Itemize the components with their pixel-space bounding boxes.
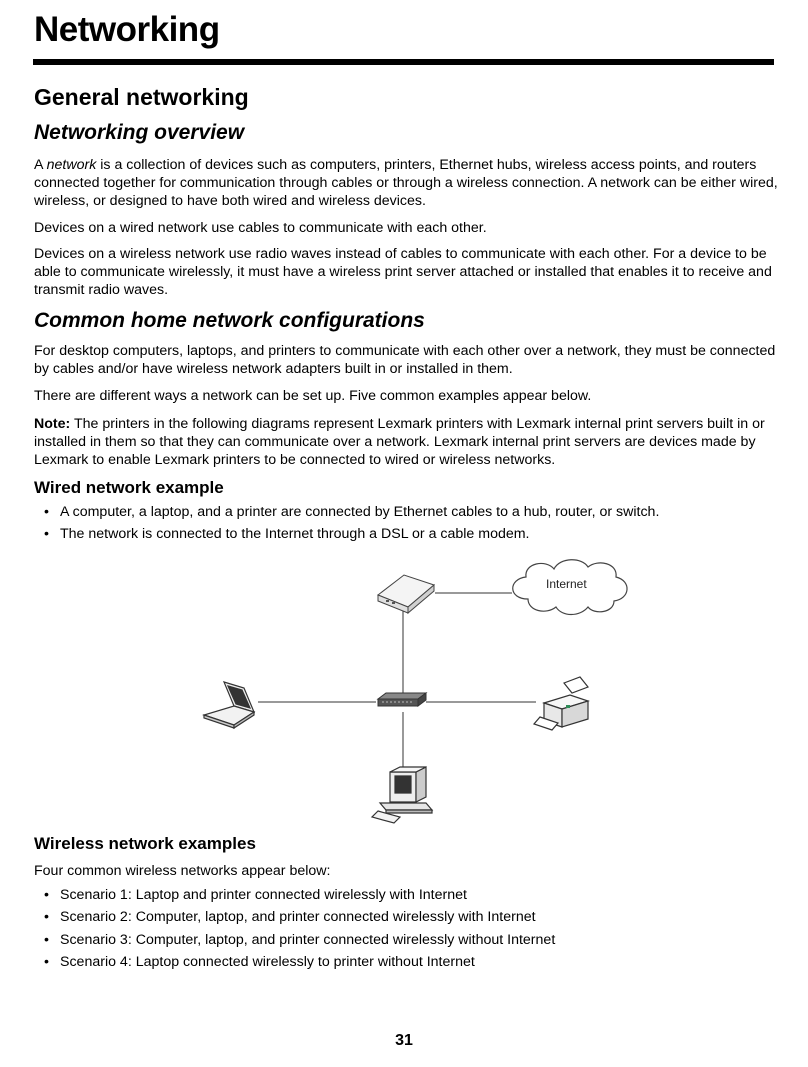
note-label: Note: <box>34 416 71 432</box>
bullet-icon: • <box>44 954 49 971</box>
network-term: network <box>46 157 97 173</box>
list-item: • The network is connected to the Internet through a DSL or a cable modem. <box>44 526 530 543</box>
wireless-heading: Wireless network examples <box>34 834 256 853</box>
overview-paragraph-2: Devices on a wired network use cables to communicate with each other. <box>34 220 487 236</box>
bullet-icon: • <box>44 909 49 926</box>
internet-label: Internet <box>546 577 587 591</box>
list-item: • Scenario 2: Computer, laptop, and printer connected wirelessly with Internet <box>44 909 536 926</box>
overview-paragraph-1: A network is a collection of devices such as computers, printers, Ethernet hubs, wireless access points, and routers connected together for communication through cables or through a wireless connection. A network can be either wired, wireless, or designed to have both wired and wireless devices. <box>34 157 778 209</box>
bullet-icon: • <box>44 931 49 948</box>
printer-icon <box>534 677 588 730</box>
list-item: • A computer, a laptop, and a printer are connected by Ethernet cables to a hub, router, or switch. <box>44 504 660 520</box>
wireless-intro: Four common wireless networks appear below: <box>34 863 331 879</box>
common-paragraph-1: For desktop computers, laptops, and printers to communicate with each other over a network, they must be connected by cables and/or have wireless network adapters built in or installed in them. <box>34 343 776 377</box>
page-number: 31 <box>395 1032 413 1049</box>
list-item: • Scenario 3: Computer, laptop, and printer connected wirelessly without Internet <box>44 931 556 948</box>
wired-bullet-list <box>44 503 659 548</box>
internet-cloud-icon <box>513 560 627 615</box>
laptop-icon <box>204 682 254 728</box>
overview-heading: Networking overview <box>34 121 245 144</box>
list-item: • Scenario 4: Laptop connected wirelessly to printer without Internet <box>44 954 475 971</box>
bullet-icon: • <box>44 887 49 903</box>
desktop-computer-icon <box>372 767 432 823</box>
common-paragraph-2: There are different ways a network can be set up. Five common examples appear below. <box>34 388 592 404</box>
common-configs-heading: Common home network configurations <box>34 309 425 332</box>
switch-icon <box>378 693 426 706</box>
wireless-bullet-list <box>44 886 555 976</box>
wired-heading: Wired network example <box>34 478 224 497</box>
list-item: • Scenario 1: Laptop and printer connected wirelessly with Internet <box>44 887 467 903</box>
note-paragraph: Note: The printers in the following diagrams represent Lexmark printers with Lexmark internal print servers built in or installed in them so that they can communicate over a network. Lexmark internal print servers are devices made by Lexmark to enable Lexmark printers to be connected to wired or wireless networks. <box>34 416 765 468</box>
bullet-icon: • <box>44 504 49 520</box>
page-title: Networking <box>34 10 220 49</box>
bullet-icon: • <box>44 526 49 543</box>
section-heading: General networking <box>34 84 249 110</box>
wired-network-diagram <box>190 555 630 830</box>
router-icon <box>378 575 434 613</box>
overview-paragraph-3: Devices on a wireless network use radio waves instead of cables to communicate with each other. For a device to be able to communicate wirelessly, it must have a wireless print server attached or installed that enables it to receive and transmit radio waves. <box>34 246 772 298</box>
title-rule <box>33 59 774 65</box>
